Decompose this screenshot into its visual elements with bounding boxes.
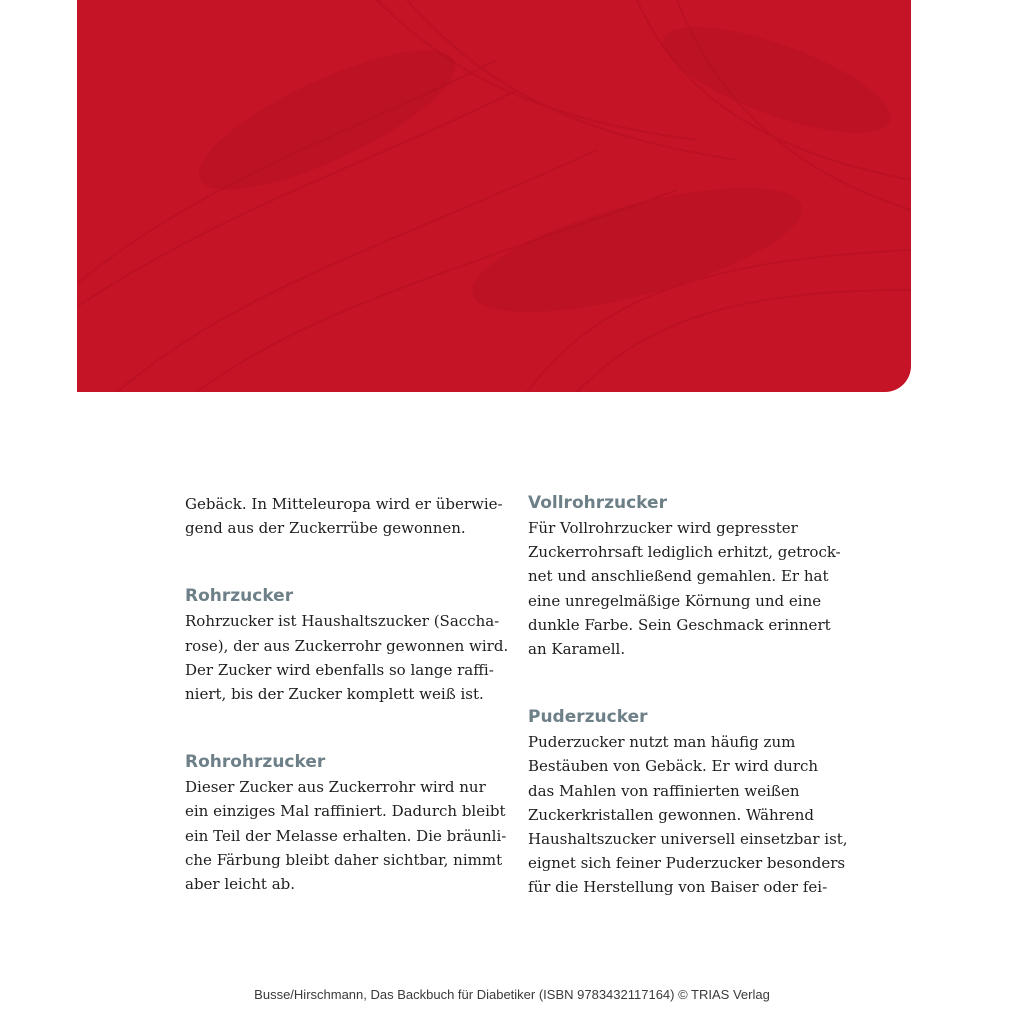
left-text-column (185, 492, 509, 896)
heading-rohrohrzucker: Rohrohrzucker (185, 752, 326, 773)
text-line: für die Herstellung von Baiser oder fei- (528, 878, 828, 897)
right-text-column (528, 492, 848, 900)
rohrohrzucker-paragraph (185, 775, 505, 896)
text-line: Der Zucker wird ebenfalls so lange raffi- (185, 660, 494, 679)
text-line: ein Teil der Melasse erhalten. Die bräunli- (185, 826, 507, 845)
heading-rohrzucker: Rohrzucker (185, 586, 294, 607)
text-line: Dieser Zucker aus Zuckerrohr wird nur (185, 778, 486, 797)
page-footer-citation: Busse/Hirschmann, Das Backbuch für Diabetiker (ISBN 9783432117164) © TRIAS Verlag (254, 987, 770, 1002)
text-line: aber leicht ab. (185, 875, 296, 894)
text-line: Zuckerrohrsaft lediglich erhitzt, getrock- (528, 543, 841, 562)
text-line: eignet sich feiner Puderzucker besonders (528, 854, 846, 873)
text-line: Haushaltszucker universell einsetzbar ist, (528, 830, 848, 849)
heading-vollrohrzucker: Vollrohrzucker (528, 493, 667, 513)
vollrohrzucker-paragraph (528, 516, 848, 661)
text-line: Zuckerkristallen gewonnen. Während (528, 805, 815, 824)
text-line: Gebäck. In Mitteleuropa wird er überwie- (185, 495, 503, 513)
text-line: eine unregelmäßige Körnung und eine (528, 591, 822, 610)
text-line: dunkle Farbe. Sein Geschmack erinnert (528, 615, 831, 634)
rohrzucker-paragraph (185, 609, 509, 706)
text-line: Bestäuben von Gebäck. Er wird durch (528, 757, 819, 776)
text-line: gend aus der Zuckerrübe gewonnen. (185, 519, 466, 538)
text-line: net und anschließend gemahlen. Er hat (528, 567, 829, 586)
text-line: Für Vollrohrzucker wird gepresster (528, 519, 798, 537)
text-line: niert, bis der Zucker komplett weiß ist. (185, 685, 484, 704)
text-line: Puderzucker nutzt man häufig zum (528, 733, 796, 752)
text-line: che Färbung bleibt daher sichtbar, nimmt (185, 850, 503, 869)
feather-pattern-graphic (77, 0, 911, 392)
intro-paragraph (185, 492, 505, 540)
text-line: rose), der aus Zuckerrohr gewonnen wird. (185, 636, 509, 655)
decorative-red-header-panel (77, 0, 911, 392)
text-line: das Mahlen von raffinierten weißen (528, 781, 800, 800)
text-line: ein einziges Mal raffiniert. Dadurch bleibt (185, 802, 506, 821)
text-line: an Karamell. (528, 640, 626, 659)
text-line: Rohrzucker ist Haushaltszucker (Saccha- (185, 612, 500, 631)
puderzucker-paragraph (528, 730, 848, 899)
heading-puderzucker: Puderzucker (528, 707, 648, 728)
